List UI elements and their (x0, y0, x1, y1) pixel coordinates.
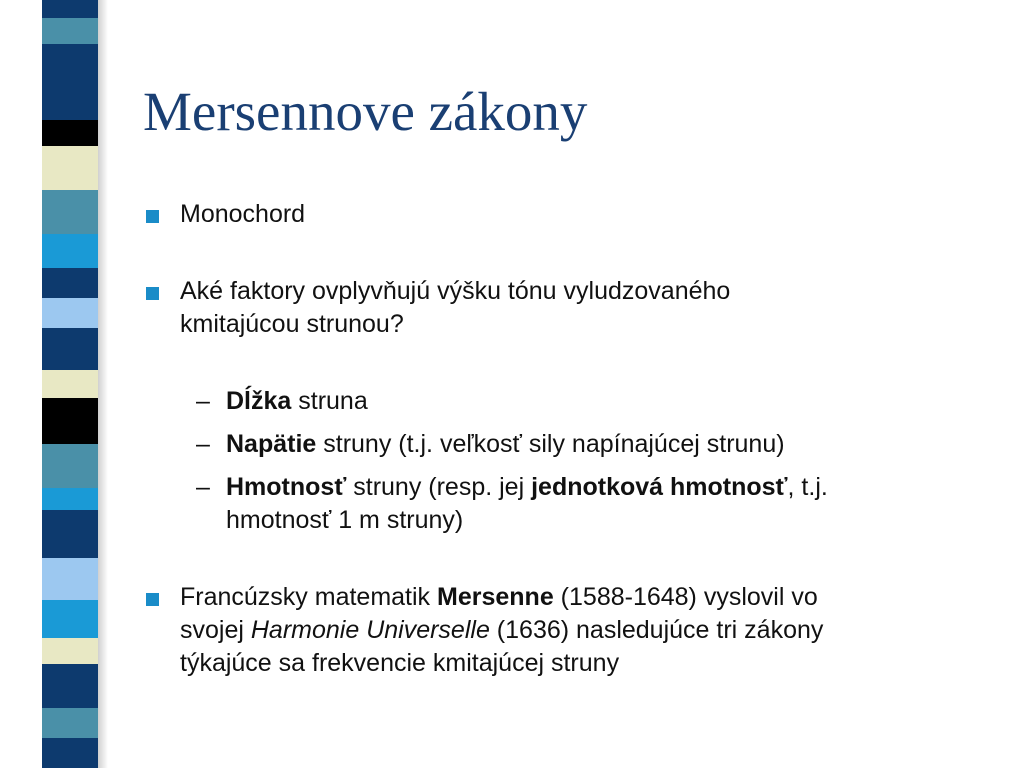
slide-title: Mersennove zákony (143, 81, 588, 142)
subbullet-bold: Dĺžka (226, 387, 292, 415)
subbullet-bold: Napätie (226, 430, 317, 458)
subbullet-mid: struny (resp. jej (346, 473, 532, 501)
subbullet-rest: struny (t.j. veľkosť sily napínajúcej strunu) (316, 430, 785, 458)
bullet-question (143, 275, 1003, 341)
subbullet-bold2: jednotková hmotnosť (531, 473, 788, 501)
mersenne-pre: Francúzsky matematik (180, 583, 438, 611)
bullet-mersenne (143, 581, 1003, 680)
subbullet-rest: struna (291, 387, 368, 415)
strip-shadow (98, 0, 108, 768)
bullet-monochord (143, 198, 1003, 231)
bullet-text-line1: Aké faktory ovplyvňujú výšku tónu vyludzovaného (180, 277, 731, 305)
mersenne-post: (1588-1648) vyslovil vo (553, 583, 818, 611)
subbullet-line2: hmotnosť 1 m struny) (226, 506, 464, 534)
subbullet-length (143, 385, 1003, 418)
subbullet-tail: , t.j. (787, 473, 828, 501)
mersenne-book-title: Harmonie Universelle (250, 616, 490, 644)
mersenne-name: Mersenne (437, 583, 554, 611)
square-bullet-icon (146, 210, 159, 223)
strip-left-column (0, 0, 42, 768)
decorative-strip (0, 0, 100, 768)
subbullet-mass (143, 471, 1003, 537)
mersenne-l2-pre: svojej (180, 616, 251, 644)
bullet-text-line2: kmitajúcou strunou? (180, 310, 404, 338)
dash-marker: – (196, 430, 210, 458)
square-bullet-icon (146, 287, 159, 300)
dash-marker: – (196, 473, 210, 501)
square-bullet-icon (146, 593, 159, 606)
slide-body (143, 198, 1003, 680)
dash-marker: – (196, 387, 210, 415)
mersenne-l2-post: (1636) nasledujúce tri zákony (489, 616, 824, 644)
mersenne-line3: týkajúce sa frekvencie kmitajúcej struny (180, 649, 620, 677)
bullet-text: Monochord (180, 200, 306, 228)
subbullet-bold: Hmotnosť (226, 473, 347, 501)
subbullet-tension (143, 428, 1003, 461)
